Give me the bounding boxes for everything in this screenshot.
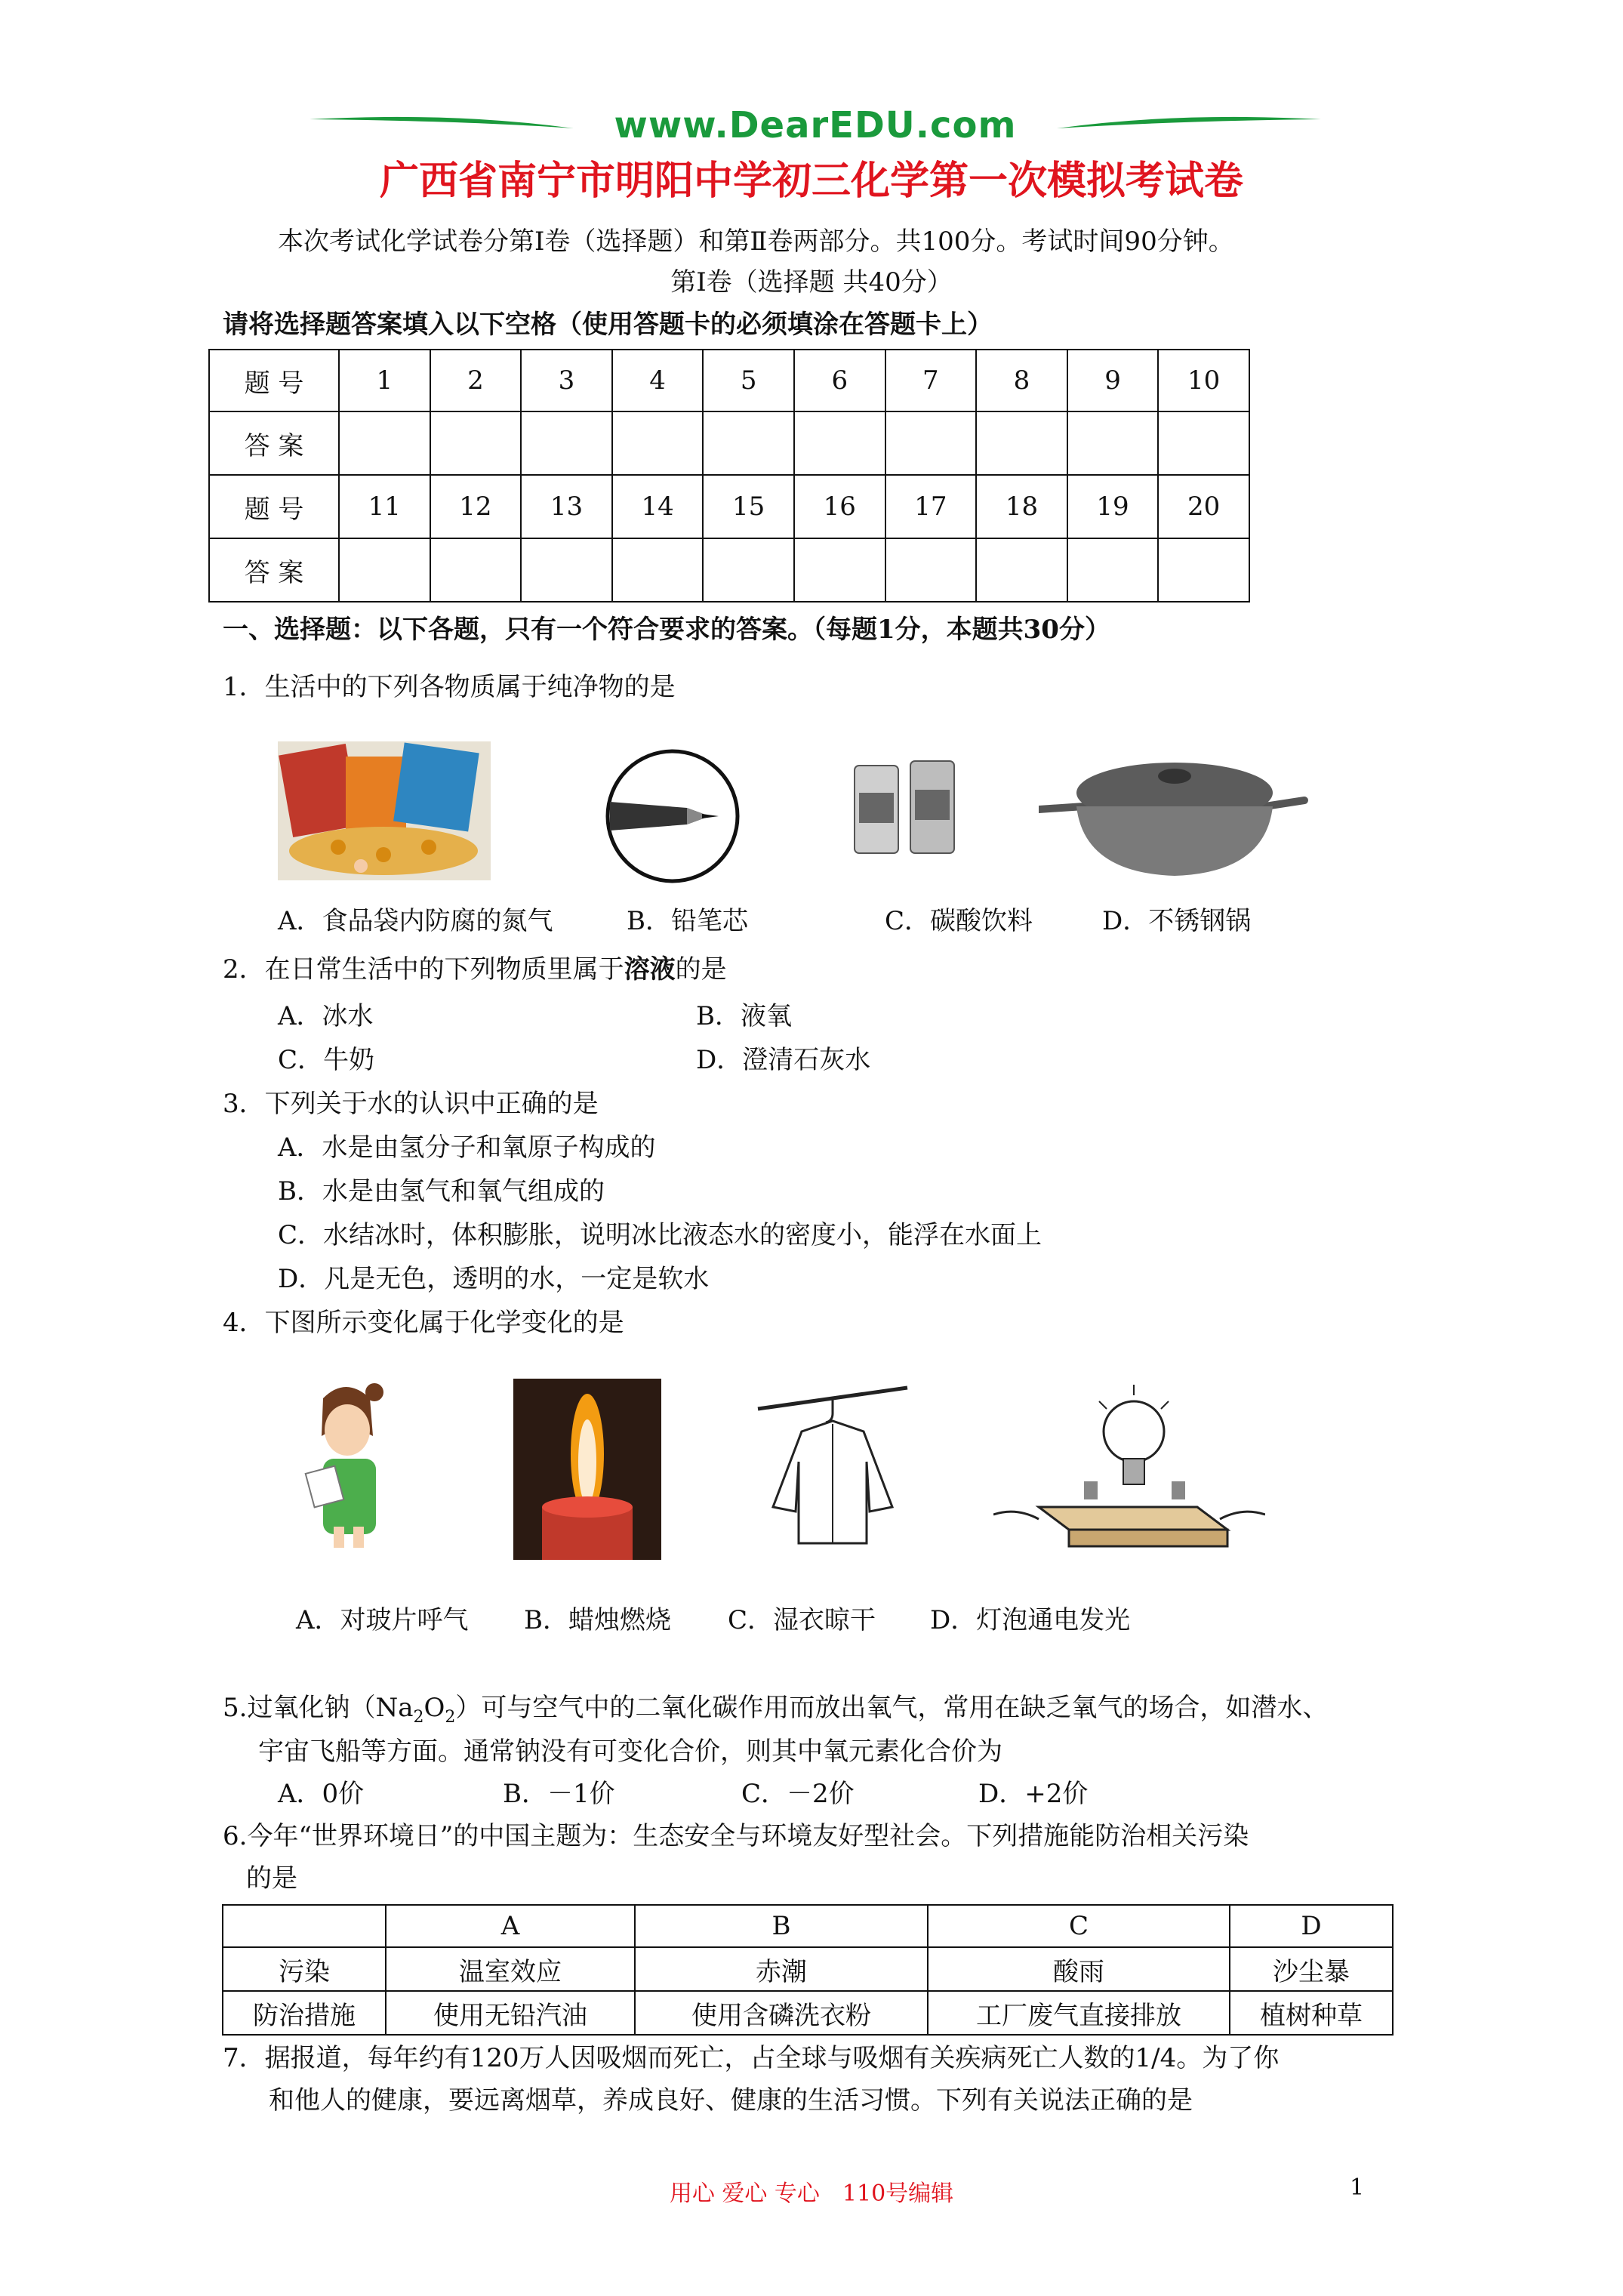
section1-heading xyxy=(223,613,1110,646)
answer-cell[interactable] xyxy=(430,538,522,602)
grid-num: 5 xyxy=(703,350,794,411)
grid-row-numbers-a xyxy=(209,350,1249,411)
grid-num: 12 xyxy=(430,475,522,538)
q4-option-a: A．对玻片呼气 xyxy=(296,1605,469,1635)
q3-stem: 3．下列关于水的认识中正确的是 xyxy=(223,1089,599,1119)
grid-label: 题 号 xyxy=(209,475,339,538)
answer-cell[interactable] xyxy=(885,538,977,602)
wet-clothes-drying-image xyxy=(756,1379,909,1548)
answer-cell[interactable] xyxy=(794,411,885,475)
page-footer: 用心 爱心 专心 110号编辑 xyxy=(669,2180,954,2207)
table-cell: 使用无铅汽油 xyxy=(386,1991,635,2035)
q4-stem: 4．下图所示变化属于化学变化的是 xyxy=(223,1308,624,1338)
table-cell: 赤潮 xyxy=(635,1947,928,1991)
answer-grid xyxy=(208,349,1250,603)
answer-cell[interactable] xyxy=(976,538,1067,602)
table-cell: 污染 xyxy=(223,1947,386,1991)
answer-cell[interactable] xyxy=(521,538,612,602)
snack-bags-image xyxy=(278,741,491,880)
q2-stem-a: 2．在日常生活中的下列物质里属于 xyxy=(223,954,624,985)
grid-num: 16 xyxy=(794,475,885,538)
grid-num: 13 xyxy=(521,475,612,538)
answer-cell[interactable] xyxy=(1067,538,1159,602)
table-cell: 植树种草 xyxy=(1230,1991,1393,2035)
q2-option-d: D．澄清石灰水 xyxy=(696,1045,871,1075)
grid-num: 11 xyxy=(339,475,430,538)
grid-label: 答 案 xyxy=(209,538,339,602)
grid-num: 18 xyxy=(976,475,1067,538)
q4-option-b: B．蜡烛燃烧 xyxy=(524,1605,671,1635)
header-logo xyxy=(302,104,1329,149)
answer-cell[interactable] xyxy=(339,538,430,602)
q4-option-d: D．灯泡通电发光 xyxy=(930,1605,1131,1635)
grid-num: 2 xyxy=(430,350,522,411)
answer-cell[interactable] xyxy=(703,538,794,602)
exam-intro: 本次考试化学试卷分第Ⅰ卷（选择题）和第Ⅱ卷两部分。共100分。考试时间90分钟。 xyxy=(278,227,1234,257)
table-cell: 使用含磷洗衣粉 xyxy=(635,1991,928,2035)
q7-stem-line2: 和他人的健康，要远离烟草，养成良好、健康的生活习惯。下列有关说法正确的是 xyxy=(269,2085,1193,2116)
table-cell: 沙尘暴 xyxy=(1230,1947,1393,1991)
q3-option-c: C．水结冰时，体积膨胀，说明冰比液态水的密度小，能浮在水面上 xyxy=(278,1220,1042,1250)
table-header-cell xyxy=(223,1905,386,1947)
girl-breathing-on-glass-image xyxy=(300,1376,391,1549)
answer-cell[interactable] xyxy=(521,411,612,475)
answer-cell[interactable] xyxy=(1158,538,1249,602)
answer-cell[interactable] xyxy=(703,411,794,475)
q3-option-a: A．水是由氢分子和氧原子构成的 xyxy=(278,1133,656,1163)
q7-stem-line1: 7．据报道，每年约有120万人因吸烟而死亡，占全球与吸烟有关疾病死亡人数的1/4。为了你 xyxy=(223,2043,1280,2073)
q2-stem-b: 的是 xyxy=(675,954,727,985)
answer-cell[interactable] xyxy=(430,411,522,475)
grid-num: 3 xyxy=(521,350,612,411)
soda-cans-image xyxy=(848,755,962,856)
q5-stem-mid: O xyxy=(423,1693,445,1723)
q1-option-a: A．食品袋内防腐的氮气 xyxy=(278,906,553,936)
page-title: 广西省南宁市明阳中学初三化学第一次模拟考试卷 xyxy=(379,158,1243,204)
q5-option-c: C．－2价 xyxy=(741,1779,855,1809)
table-cell: 酸雨 xyxy=(928,1947,1230,1991)
grid-num: 6 xyxy=(794,350,885,411)
page-number: 1 xyxy=(1350,2174,1365,2201)
table-header-cell: D xyxy=(1230,1905,1393,1947)
q4-option-c: C．湿衣晾干 xyxy=(728,1605,876,1635)
grid-num: 19 xyxy=(1067,475,1159,538)
answer-cell[interactable] xyxy=(794,538,885,602)
q2-stem xyxy=(223,953,727,986)
pollution-measures-table xyxy=(222,1904,1394,2036)
answer-cell[interactable] xyxy=(1067,411,1159,475)
q5-sub1: 2 xyxy=(413,1707,424,1727)
answer-cell[interactable] xyxy=(339,411,430,475)
grid-label: 题 号 xyxy=(209,350,339,411)
table-cell: 防治措施 xyxy=(223,1991,386,2035)
grid-num: 20 xyxy=(1158,475,1249,538)
table-header-cell: C xyxy=(928,1905,1230,1947)
table-row xyxy=(223,1947,1393,1991)
answer-cell[interactable] xyxy=(612,411,704,475)
burning-candle-image xyxy=(513,1379,661,1560)
site-logo-text[interactable]: www.DearEDU.com xyxy=(614,104,1017,146)
q2-stem-keyword: 溶液 xyxy=(624,954,676,985)
grid-label: 答 案 xyxy=(209,411,339,475)
table-cell: 工厂废气直接排放 xyxy=(928,1991,1230,2035)
grid-num: 4 xyxy=(612,350,704,411)
q2-option-b: B．液氧 xyxy=(696,1001,792,1031)
q5-stem-a: 5.过氧化钠（Na xyxy=(223,1693,414,1723)
grid-num: 10 xyxy=(1158,350,1249,411)
table-row xyxy=(223,1991,1393,2035)
answer-cell[interactable] xyxy=(885,411,977,475)
q5-stem-line2: 宇宙飞船等方面。通常钠没有可变化合价，则其中氧元素化合价为 xyxy=(258,1737,1002,1767)
light-bulb-circuit-image xyxy=(993,1379,1265,1552)
q5-option-b: B．－1价 xyxy=(503,1779,615,1809)
q5-sub2: 2 xyxy=(445,1707,456,1727)
table-header-cell: A xyxy=(386,1905,635,1947)
q6-stem-line1: 6.今年“世界环境日”的中国主题为：生态安全与环境友好型社会。下列措施能防治相关污染 xyxy=(223,1821,1249,1851)
q3-option-d: D．凡是无色，透明的水，一定是软水 xyxy=(278,1264,710,1294)
answer-cell[interactable] xyxy=(612,538,704,602)
pencil-lead-image xyxy=(604,747,741,885)
grid-num: 14 xyxy=(612,475,704,538)
q2-option-c: C．牛奶 xyxy=(278,1045,375,1075)
grid-num: 7 xyxy=(885,350,977,411)
answer-instruction: 请将选择题答案填入以下空格（使用答题卡的必须填涂在答题卡上） xyxy=(223,310,993,340)
q3-option-b: B．水是由氢气和氧气组成的 xyxy=(278,1176,605,1207)
grid-num: 1 xyxy=(339,350,430,411)
q5-stem-line1 xyxy=(223,1691,1328,1734)
q5-stem-b: ）可与空气中的二氧化碳作用而放出氧气，常用在缺乏氧气的场合，如潜水、 xyxy=(455,1693,1329,1723)
grid-num: 9 xyxy=(1067,350,1159,411)
q5-option-d: D．+2价 xyxy=(978,1779,1089,1809)
grid-num: 17 xyxy=(885,475,977,538)
grid-row-answers-a xyxy=(209,411,1249,475)
q5-option-a: A．0价 xyxy=(278,1779,365,1809)
q2-option-a: A．冰水 xyxy=(278,1001,374,1031)
table-header-cell: B xyxy=(635,1905,928,1947)
q1-option-b: B．铅笔芯 xyxy=(627,906,748,936)
q1-option-d: D．不锈钢锅 xyxy=(1102,906,1252,936)
grid-row-answers-b xyxy=(209,538,1249,602)
grid-num: 8 xyxy=(976,350,1067,411)
grid-row-numbers-b xyxy=(209,475,1249,538)
table-cell: 温室效应 xyxy=(386,1947,635,1991)
part1-title: 第Ⅰ卷（选择题 共40分） xyxy=(670,267,953,297)
table-header-row xyxy=(223,1905,1393,1947)
steel-pot-image xyxy=(1039,740,1310,880)
q6-stem-line2: 的是 xyxy=(246,1863,297,1894)
section1-text: 一、选择题：以下各题，只有一个符合要求的答案。（每题1分，本题共30分） xyxy=(223,615,1110,645)
answer-cell[interactable] xyxy=(976,411,1067,475)
q1-option-c: C．碳酸饮料 xyxy=(885,906,1033,936)
answer-cell[interactable] xyxy=(1158,411,1249,475)
grid-num: 15 xyxy=(703,475,794,538)
q1-stem: 1．生活中的下列各物质属于纯净物的是 xyxy=(223,672,676,702)
